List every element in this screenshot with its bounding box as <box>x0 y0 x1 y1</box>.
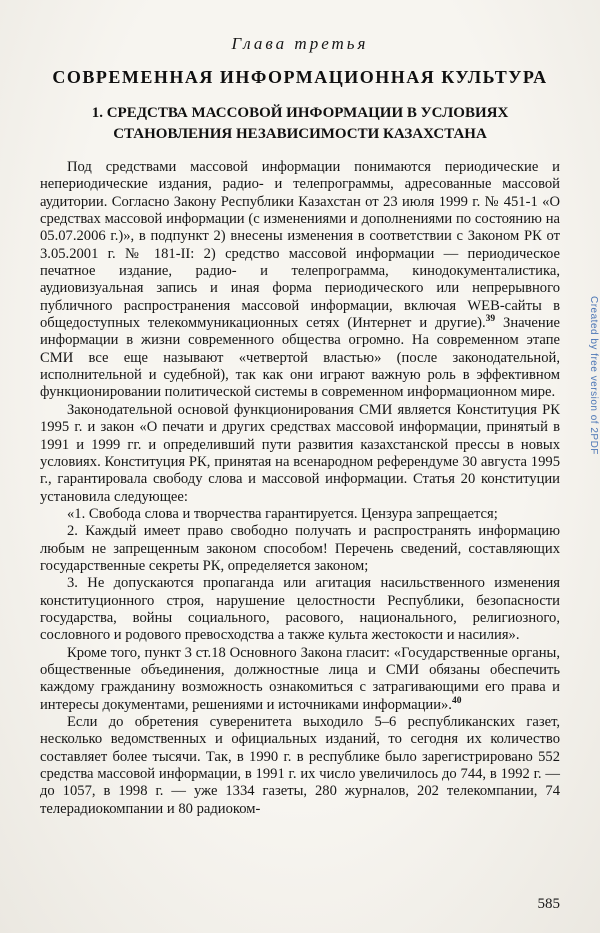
section-title-line2: СТАНОВЛЕНИЯ НЕЗАВИСИМОСТИ КАЗАХСТАНА <box>113 126 487 142</box>
paragraph-text: Кроме того, пункт 3 ст.18 Основного Закона гласит: «Государственные органы, общественные объединения, должностные лица и СМИ обязаны обеспечить каждому гражданину возможность ознакомиться с затрагивающими его права и интересы документами, решениями и источниками информации». <box>40 644 560 713</box>
footnote-ref-40: 40 <box>451 695 462 706</box>
paragraph: «1. Свобода слова и творчества гарантируется. Цензура запрещается; <box>67 505 498 522</box>
page-number: 585 <box>537 896 560 912</box>
footnote-ref-39: 39 <box>485 314 496 325</box>
paragraph <box>40 159 560 402</box>
paragraph: Законодательной основой функционирования СМИ является Конституция РК 1995 г. и закон «О печати и других средствах массовой информации, принятый в 1991 и 1999 гг. и определивший пути развития казахстанской прессы в новых условиях. Конституция РК, принятая на всенародном референдуме 30 августа 1995 г., гарантировала свободу слова и массовой информации. Статья 20 конституции установила следующее: <box>40 401 560 505</box>
paragraph: 2. Каждый имеет право свободно получать и распространять информацию любым не запрещенным законом способом! Перечень сведений, составляющих государственные секреты РК, определяется законом; <box>40 523 560 574</box>
watermark-text: Created by free version of 2PDF <box>588 296 599 455</box>
section-title <box>40 103 560 145</box>
paragraph: Если до обретения суверенитета выходило 5–6 республиканских газет, несколько ведомственных и официальных изданий, то сегодня их количество составляет более тысячи. Так, в 1990 г. в республике было зарегистрировано 552 средства массовой информации, в 1991 г. их число увеличилось до 744, в 1992 г. — до 1057, в 1998 г. — уже 1334 газеты, 280 журналов, 202 телекомпании, 74 телерадиокомпании и 80 радиоком- <box>40 714 560 817</box>
paragraph-text: Под средствами массовой информации понимаются периодические и непериодические издания, радио- и телепрограммы, адресованные массовой аудитории. Согласно Закону Республики Казахстан от 23 июля 1999 г. № 451-1 «О средствах массовой информации (с изменениями и дополнениями по состоянию на 05.07.2006 г.)», в подпункт 2) внесены изменения в соответствии с Законом РК от 3.05.2001 г. № 181-II: 2) средство массовой информации — периодическое печатное издание, радио- и телепрограмма, кинодокументалистика, аудиовизуальная запись и иная форма периодического или непрерывного публичного распространения массовой информации, включая WEB-сайты в общедоступных телекоммуникационных сетях (Интернет и другие). <box>40 159 560 332</box>
paragraph-text: Значение информации в жизни современного общества огромно. На современном этапе СМИ все еще называют «четвертой властью» (после законодательной, исполнительной и судебной), так как они играют важную роль в эффективном функционировании политической системы в современном информационном мире. <box>40 315 560 401</box>
section-title-line1: 1. СРЕДСТВА МАССОВОЙ ИНФОРМАЦИИ В УСЛОВИЯХ <box>91 105 509 121</box>
chapter-heading: Глава третья <box>231 34 369 53</box>
paragraph: 3. Не допускаются пропаганда или агитация насильственного изменения конституционного строя, нарушение целостности Республики, безопасности государства, войны социального, расового, национального, религиозного, сословного и родового превосходства а также культа жестокости и насилия». <box>40 575 560 644</box>
page-title: СОВРЕМЕННАЯ ИНФОРМАЦИОННАЯ КУЛЬТУРА <box>52 67 548 87</box>
paragraph <box>40 645 560 714</box>
